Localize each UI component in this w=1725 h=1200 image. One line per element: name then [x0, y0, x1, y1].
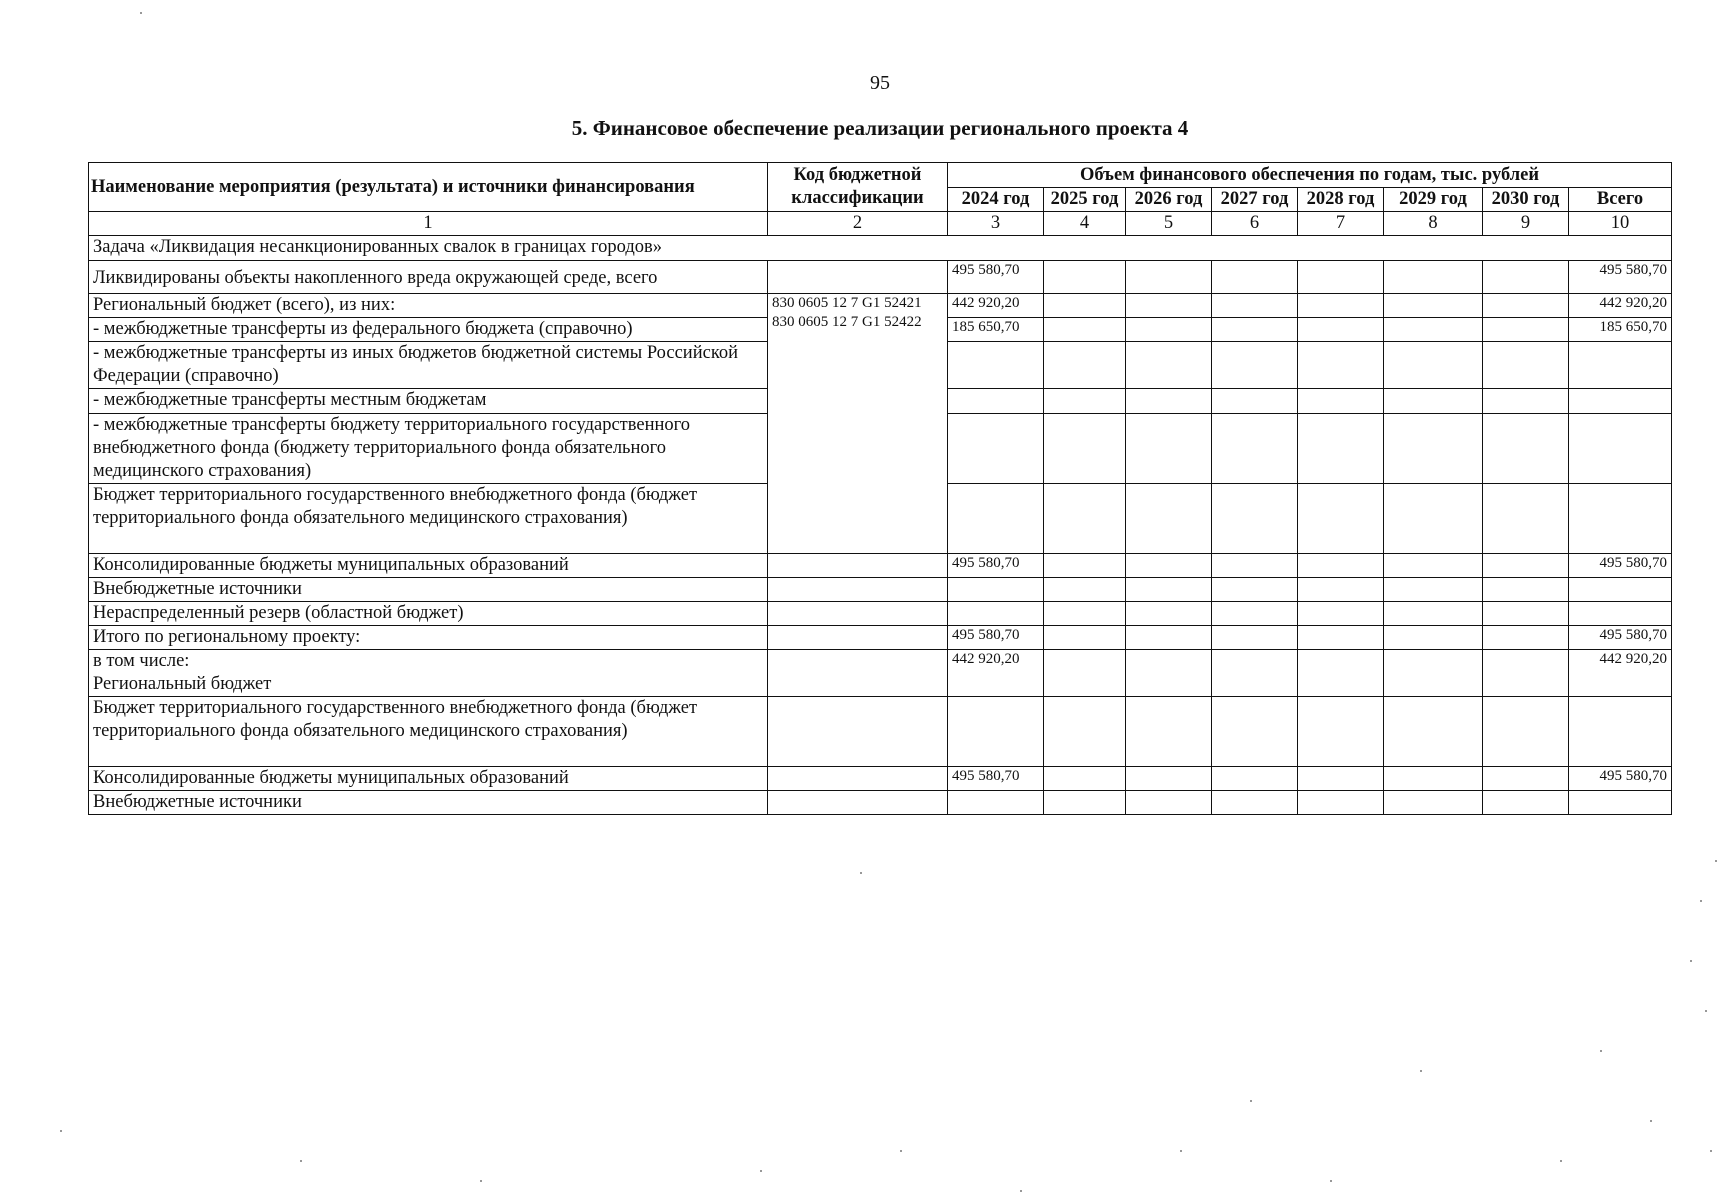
cell-empty	[1044, 342, 1126, 389]
cell-empty	[1384, 791, 1483, 815]
cell-total: 495 580,70	[1569, 626, 1672, 650]
cell-empty	[1126, 626, 1212, 650]
cell-empty	[1298, 697, 1384, 767]
cell-empty	[1384, 626, 1483, 650]
column-number: 1	[89, 212, 768, 236]
page-number: 95	[870, 72, 890, 94]
cell-empty	[1044, 626, 1126, 650]
cell-empty	[1212, 389, 1298, 414]
cell-empty	[1298, 650, 1384, 697]
cell-empty	[1384, 554, 1483, 578]
cell-empty	[1212, 626, 1298, 650]
table-row	[89, 697, 1672, 767]
cell-empty	[1044, 578, 1126, 602]
cell-empty	[1483, 602, 1569, 626]
row-name: Региональный бюджет (всего), из них:	[89, 294, 768, 318]
cell-empty	[1384, 389, 1483, 414]
cell-empty	[1044, 767, 1126, 791]
cell-2024	[948, 578, 1044, 602]
cell-empty	[1212, 484, 1298, 554]
cell-empty	[1298, 389, 1384, 414]
row-name: - межбюджетные трансферты бюджету территориального государственного внебюджетного фонда (бюджету территориального фонда обязательного медицинского страхования)	[89, 414, 768, 484]
cell-empty	[1483, 389, 1569, 414]
cell-empty	[1212, 342, 1298, 389]
table-row	[89, 650, 1672, 697]
cell-empty	[1212, 697, 1298, 767]
column-number: 9	[1483, 212, 1569, 236]
row-name: Бюджет территориального государственного внебюджетного фонда (бюджет территориального фонда обязательного медицинского страхования)	[89, 484, 768, 554]
row-name: Внебюджетные источники	[89, 578, 768, 602]
row-name: Консолидированные бюджеты муниципальных образований	[89, 554, 768, 578]
header-year-2026: 2026 год	[1126, 188, 1212, 212]
cell-total	[1569, 791, 1672, 815]
cell-total	[1569, 342, 1672, 389]
header-name: Наименование мероприятия (результата) и источники финансирования	[89, 163, 768, 212]
cell-total	[1569, 389, 1672, 414]
table-row	[89, 602, 1672, 626]
row-code	[768, 791, 948, 815]
cell-empty	[1298, 294, 1384, 318]
cell-2024: 442 920,20	[948, 294, 1044, 318]
row-name: Итого по региональному проекту:	[89, 626, 768, 650]
table-row	[89, 294, 1672, 318]
cell-empty	[1126, 389, 1212, 414]
cell-empty	[1212, 767, 1298, 791]
cell-empty	[1298, 767, 1384, 791]
cell-empty	[1483, 294, 1569, 318]
cell-empty	[1483, 484, 1569, 554]
table-row	[89, 767, 1672, 791]
row-name: Консолидированные бюджеты муниципальных образований	[89, 767, 768, 791]
cell-empty	[1126, 578, 1212, 602]
header-year-2028: 2028 год	[1298, 188, 1384, 212]
cell-empty	[1483, 414, 1569, 484]
cell-total	[1569, 602, 1672, 626]
scan-speck	[1600, 1050, 1602, 1052]
scan-speck	[1705, 1010, 1707, 1012]
cell-empty	[1126, 261, 1212, 294]
scan-speck	[1420, 1070, 1422, 1072]
task-label: Задача «Ликвидация несанкционированных свалок в границах городов»	[89, 236, 1672, 261]
row-code	[768, 602, 948, 626]
cell-empty	[1298, 578, 1384, 602]
cell-empty	[1044, 414, 1126, 484]
cell-empty	[1126, 294, 1212, 318]
cell-2024	[948, 342, 1044, 389]
cell-2024	[948, 602, 1044, 626]
cell-2024	[948, 414, 1044, 484]
row-code	[768, 626, 948, 650]
cell-2024: 495 580,70	[948, 626, 1044, 650]
cell-2024: 495 580,70	[948, 554, 1044, 578]
cell-empty	[1044, 294, 1126, 318]
cell-empty	[1384, 294, 1483, 318]
cell-empty	[1044, 650, 1126, 697]
cell-total	[1569, 414, 1672, 484]
header-year-2024: 2024 год	[948, 188, 1044, 212]
cell-empty	[1044, 602, 1126, 626]
column-number: 7	[1298, 212, 1384, 236]
scan-speck	[1560, 1160, 1562, 1162]
cell-empty	[1298, 261, 1384, 294]
cell-empty	[1126, 791, 1212, 815]
header-code: Код бюджетной классификации	[768, 163, 948, 212]
cell-empty	[1483, 626, 1569, 650]
cell-total: 495 580,70	[1569, 767, 1672, 791]
cell-empty	[1044, 484, 1126, 554]
cell-empty	[1126, 484, 1212, 554]
column-number: 3	[948, 212, 1044, 236]
budget-codes	[768, 294, 948, 554]
cell-empty	[1212, 650, 1298, 697]
scan-speck	[1710, 1150, 1712, 1152]
column-number: 6	[1212, 212, 1298, 236]
financing-table	[88, 162, 1672, 815]
cell-total: 442 920,20	[1569, 650, 1672, 697]
header-volume: Объем финансового обеспечения по годам, тыс. рублей	[948, 163, 1672, 188]
budget-code: 830 0605 12 7 G1 52422	[772, 314, 922, 330]
column-number: 8	[1384, 212, 1483, 236]
cell-empty	[1384, 484, 1483, 554]
cell-2024	[948, 697, 1044, 767]
cell-total	[1569, 484, 1672, 554]
cell-empty	[1044, 389, 1126, 414]
scan-speck	[760, 1170, 762, 1172]
cell-empty	[1483, 650, 1569, 697]
cell-empty	[1044, 318, 1126, 342]
cell-empty	[1384, 602, 1483, 626]
cell-empty	[1212, 791, 1298, 815]
cell-total	[1569, 578, 1672, 602]
table-row	[89, 626, 1672, 650]
document-title: 5. Финансовое обеспечение реализации регионального проекта 4	[571, 116, 1189, 140]
cell-empty	[1384, 767, 1483, 791]
cell-empty	[1298, 484, 1384, 554]
table-row	[89, 554, 1672, 578]
cell-empty	[1126, 342, 1212, 389]
cell-empty	[1126, 697, 1212, 767]
column-number-row	[89, 212, 1672, 236]
scan-speck	[1020, 1190, 1022, 1192]
header-year-2029: 2029 год	[1384, 188, 1483, 212]
cell-empty	[1483, 791, 1569, 815]
cell-empty	[1212, 261, 1298, 294]
scan-speck	[1330, 1180, 1332, 1182]
table-row	[89, 791, 1672, 815]
row-name: Ликвидированы объекты накопленного вреда окружающей среде, всего	[89, 261, 768, 294]
header-year-2027: 2027 год	[1212, 188, 1298, 212]
cell-empty	[1212, 294, 1298, 318]
scan-speck	[860, 872, 862, 874]
cell-empty	[1298, 342, 1384, 389]
cell-2024: 495 580,70	[948, 767, 1044, 791]
column-number: 2	[768, 212, 948, 236]
cell-2024: 495 580,70	[948, 261, 1044, 294]
table-row	[89, 261, 1672, 294]
scan-speck	[140, 12, 142, 14]
table-row	[89, 578, 1672, 602]
cell-empty	[1126, 767, 1212, 791]
cell-empty	[1384, 650, 1483, 697]
cell-empty	[1384, 414, 1483, 484]
scan-speck	[1700, 900, 1702, 902]
task-row	[89, 236, 1672, 261]
cell-total: 442 920,20	[1569, 294, 1672, 318]
scan-speck	[900, 1150, 902, 1152]
cell-total	[1569, 697, 1672, 767]
row-name: в том числе: Региональный бюджет	[89, 650, 768, 697]
cell-total: 495 580,70	[1569, 261, 1672, 294]
cell-2024	[948, 389, 1044, 414]
scan-speck	[1690, 960, 1692, 962]
cell-empty	[1483, 578, 1569, 602]
row-name: Бюджет территориального государственного внебюджетного фонда (бюджет территориального фонда обязательного медицинского страхования)	[89, 697, 768, 767]
cell-empty	[1384, 697, 1483, 767]
scan-speck	[1650, 1120, 1652, 1122]
cell-empty	[1483, 697, 1569, 767]
row-code	[768, 697, 948, 767]
column-number: 5	[1126, 212, 1212, 236]
cell-empty	[1483, 554, 1569, 578]
scan-speck	[1715, 860, 1717, 862]
cell-empty	[1044, 697, 1126, 767]
cell-empty	[1384, 261, 1483, 294]
cell-empty	[1384, 342, 1483, 389]
cell-empty	[1212, 318, 1298, 342]
row-code	[768, 767, 948, 791]
row-name: - межбюджетные трансферты из иных бюджетов бюджетной системы Российской Федерации (справочно)	[89, 342, 768, 389]
cell-total: 495 580,70	[1569, 554, 1672, 578]
scan-speck	[1250, 1100, 1252, 1102]
cell-empty	[1126, 650, 1212, 697]
cell-2024	[948, 791, 1044, 815]
cell-empty	[1126, 318, 1212, 342]
cell-empty	[1298, 554, 1384, 578]
row-code	[768, 261, 948, 294]
cell-empty	[1126, 602, 1212, 626]
cell-empty	[1298, 626, 1384, 650]
row-code	[768, 650, 948, 697]
cell-empty	[1483, 318, 1569, 342]
cell-empty	[1298, 602, 1384, 626]
scan-speck	[60, 1130, 62, 1132]
cell-empty	[1483, 261, 1569, 294]
cell-empty	[1212, 602, 1298, 626]
cell-2024	[948, 484, 1044, 554]
cell-empty	[1126, 414, 1212, 484]
cell-2024: 442 920,20	[948, 650, 1044, 697]
scan-speck	[1180, 1150, 1182, 1152]
cell-empty	[1384, 318, 1483, 342]
header-year-2030: 2030 год	[1483, 188, 1569, 212]
row-code	[768, 554, 948, 578]
scan-speck	[300, 1160, 302, 1162]
cell-empty	[1298, 791, 1384, 815]
row-code	[768, 578, 948, 602]
cell-empty	[1212, 414, 1298, 484]
cell-empty	[1044, 791, 1126, 815]
cell-2024: 185 650,70	[948, 318, 1044, 342]
scan-speck	[480, 1180, 482, 1182]
header-total: Всего	[1569, 188, 1672, 212]
row-name: - межбюджетные трансферты из федерального бюджета (справочно)	[89, 318, 768, 342]
cell-total: 185 650,70	[1569, 318, 1672, 342]
column-number: 4	[1044, 212, 1126, 236]
cell-empty	[1126, 554, 1212, 578]
cell-empty	[1483, 342, 1569, 389]
row-name: - межбюджетные трансферты местным бюджетам	[89, 389, 768, 414]
header-year-2025: 2025 год	[1044, 188, 1126, 212]
cell-empty	[1483, 767, 1569, 791]
cell-empty	[1212, 554, 1298, 578]
cell-empty	[1384, 578, 1483, 602]
cell-empty	[1044, 554, 1126, 578]
cell-empty	[1212, 578, 1298, 602]
column-number: 10	[1569, 212, 1672, 236]
cell-empty	[1298, 318, 1384, 342]
cell-empty	[1044, 261, 1126, 294]
cell-empty	[1298, 414, 1384, 484]
row-name: Внебюджетные источники	[89, 791, 768, 815]
budget-code: 830 0605 12 7 G1 52421	[772, 295, 922, 311]
row-name: Нераспределенный резерв (областной бюджет)	[89, 602, 768, 626]
